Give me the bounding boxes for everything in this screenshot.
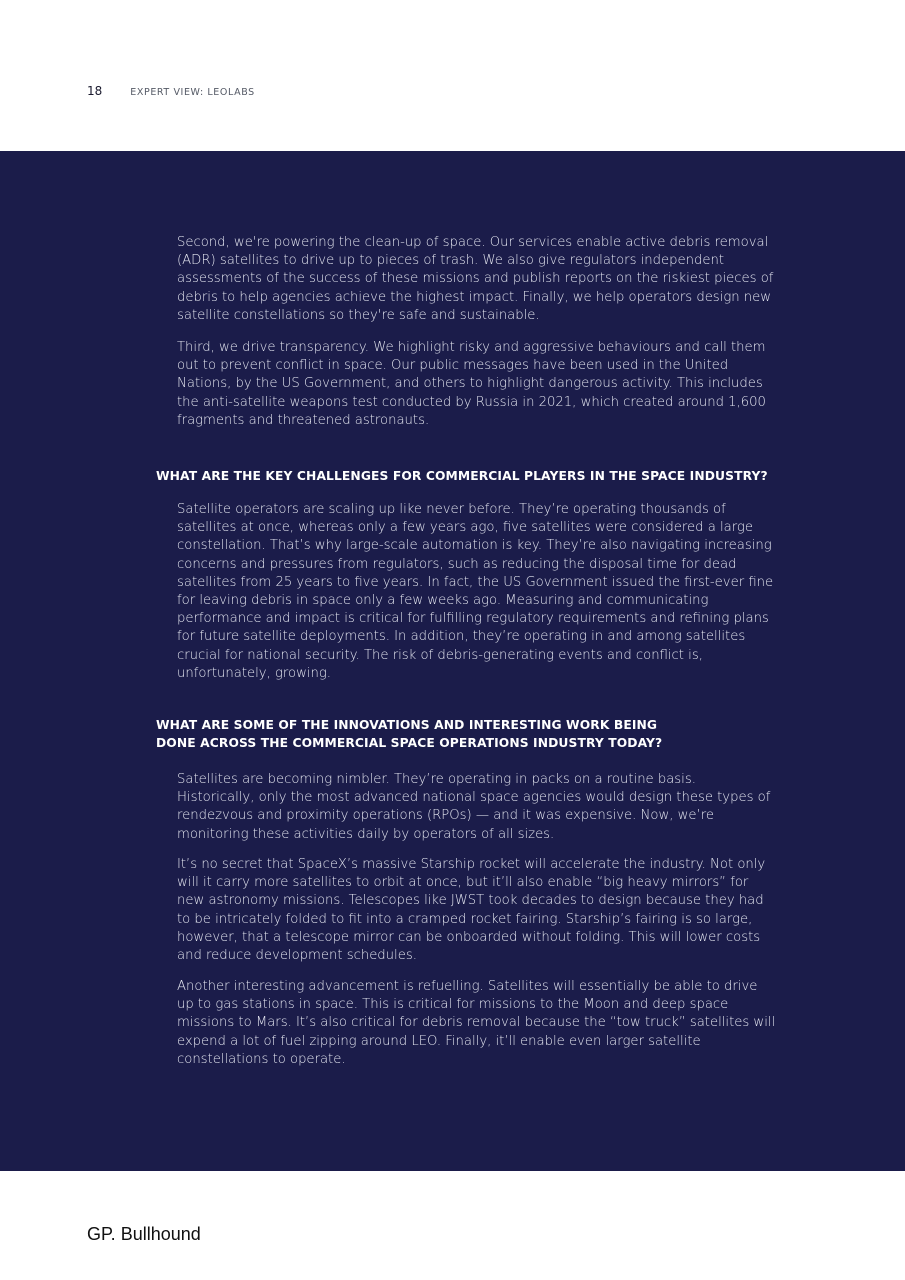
paragraph-clean-up: Second, we're powering the clean-up of space. Our services enable active debris removal (ADR) satellites to drive up to pieces of trash. We also give regulators independent assessments of the success of these missions and publish reports on the riskiest pieces of debris to help agencies achieve the highest impact. Finally, we help operators design new satellite constellations so they're safe and sustainable. <box>177 235 774 323</box>
section-label: EXPERT VIEW: LEOLABS <box>130 87 255 98</box>
paragraph-challenges: Satellite operators are scaling up like never before. They’re operating thousands of satellites at once, whereas only a few years ago, five satellites were considered a large constellation. That’s why large-scale automation is key. They’re also navigating increasing concerns and pressures from regulators, such as reducing the disposal time for dead satellites from 25 years to five years. In fact, the US Government issued the first-ever fine for leaving debris in space only a few weeks ago. Measuring and communicating performance and impact is critical for fulfilling regulatory requirements and refining plans for future satellite deployments. In addition, they’re operating in and among satellites crucial for national security. The risk of debris-generating events and conflict is, unfortunately, growing. <box>177 502 774 681</box>
paragraph-nimbler-satellites: Satellites are becoming nimbler. They’re operating in packs on a routine basis. Historically, only the most advanced national space agencies would design these types of rendezvous and proximity operations (RPOs) — and it was expensive. Now, we’re monitoring these activities daily by operators of all sizes. <box>177 772 771 842</box>
paragraph-refuelling: Another interesting advancement is refuelling. Satellites will essentially be able to drive up to gas stations in space. This is critical for missions to the Moon and deep space missions to Mars. It’s also critical for debris removal because the “tow truck” satellites will expend a lot of fuel zipping around LEO. Finally, it’ll enable even larger satellite constellations to operate. <box>177 979 776 1067</box>
page-header <box>87 84 255 98</box>
paragraph-starship: It’s no secret that SpaceX’s massive Starship rocket will accelerate the industry. Not only will it carry more satellites to orbit at once, but it’ll also enable “big heavy mirrors” for new astronomy missions. Telescopes like JWST took decades to design because they had to be intricately folded to fit into a cramped rocket fairing. Starship’s fairing is so large, however, that a telescope mirror can be onboarded without folding. This will lower costs and reduce development schedules. <box>177 857 766 964</box>
heading-innovations: WHAT ARE SOME OF THE INNOVATIONS AND INTERESTING WORK BEING DONE ACROSS THE COMMERCIAL SPACE OPERATIONS INDUSTRY TODAY? <box>156 718 663 750</box>
page-number: 18 <box>87 84 103 98</box>
article-panel <box>0 151 905 1171</box>
heading-key-challenges: WHAT ARE THE KEY CHALLENGES FOR COMMERCIAL PLAYERS IN THE SPACE INDUSTRY? <box>156 469 768 483</box>
paragraph-transparency: Third, we drive transparency. We highlight risky and aggressive behaviours and call them out to prevent conflict in space. Our public messages have been used in the United Nations, by the US Government, and others to highlight dangerous activity. This includes the anti-satellite weapons test conducted by Russia in 2021, which created around 1,600 fragments and threatened astronauts. <box>177 340 766 428</box>
brand-logo: GP. Bullhound <box>87 1224 201 1244</box>
